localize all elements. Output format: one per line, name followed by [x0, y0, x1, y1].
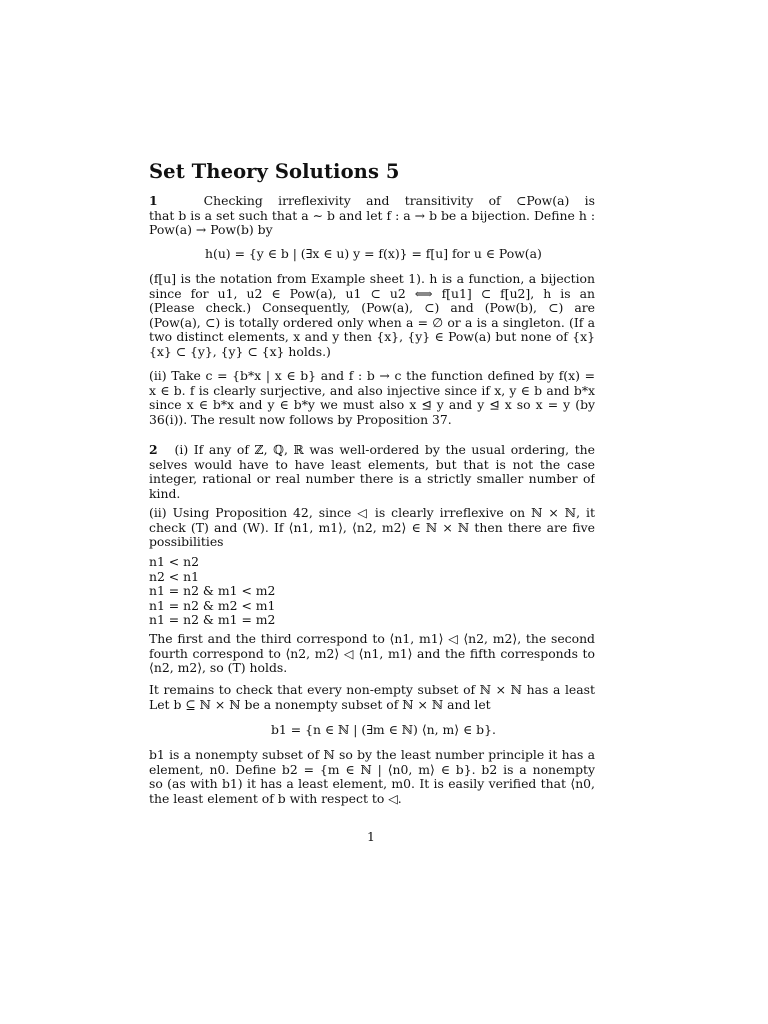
q2-case-4: n1 = n2 & m2 < m1	[149, 597, 276, 613]
q1-paragraph-3	[149, 369, 595, 427]
q1-p2-line-4: (Pow(a), ⊂) is totally ordered only when a = ∅ or a is a singleton. (If a	[149, 315, 595, 330]
q1-paragraph-1	[149, 194, 595, 238]
q2-p2-line-1: (ii) Using Proposition 42, since ◁ is clearly irreflexive on ℕ × ℕ, it	[149, 506, 595, 520]
q2-paragraph-3	[149, 632, 595, 676]
q2-case-3: n1 = n2 & m1 < m2	[149, 583, 276, 599]
q1-paragraph-2	[149, 272, 595, 360]
q1-p1-line-3: Pow(a) → Pow(b) by	[149, 222, 273, 238]
q2-p1-line-1: 2 (i) If any of ℤ, ℚ, ℝ was well-ordered by the usual ordering, the	[149, 443, 595, 457]
q1-display-equation-1: h(u) = {y ∈ b | (∃x ∈ u) y = f(x)} = f[u] for u ∈ Pow(a)	[205, 246, 542, 261]
q2-paragraph-4	[149, 683, 595, 712]
q2-p1-line-4: kind.	[149, 485, 181, 501]
q2-cases-list	[149, 555, 595, 628]
q2-case-5: n1 = n2 & m1 = m2	[149, 612, 276, 628]
q2-p1-line-2: selves would have to have least elements, but that is not the case	[149, 457, 595, 472]
q1-p1-line-1: 1 Checking irreflexivity and transitivity of ⊂Pow(a) is	[149, 194, 595, 208]
q1-p2-line-3: (Please check.) Consequently, (Pow(a), ⊂) and (Pow(b), ⊂) are	[149, 301, 595, 316]
page-number: 1	[367, 829, 375, 844]
q2-paragraph-1	[149, 443, 595, 501]
q1-p3-line-3: since x ∈ b*x and y ∈ b*y we must also x ⊴ y and y ⊴ x so x = y (by	[149, 398, 595, 413]
q2-p4-line-1: It remains to check that every non-empty subset of ℕ × ℕ has a least	[149, 683, 595, 697]
q2-paragraph-2	[149, 506, 595, 550]
q1-p2-line-6: {x} ⊂ {y}, {y} ⊂ {x} holds.)	[149, 343, 331, 359]
q1-p2-line-5: two distinct elements, x and y then {x}, {y} ∈ Pow(a) but none of {x}	[149, 330, 595, 345]
q1-p3-line-4: 36(i)). The result now follows by Proposition 37.	[149, 411, 452, 427]
q2-number: 2	[149, 443, 158, 457]
q1-p2-line-1: (f[u] is the notation from Example sheet 1). h is a function, a bijection	[149, 272, 595, 286]
q2-p2-line-3: possibilities	[149, 534, 224, 550]
q2-p3-line-3: ⟨n2, m2⟩, so (T) holds.	[149, 660, 288, 676]
q2-p1-line-3: integer, rational or real number there is a strictly smaller number of	[149, 472, 595, 487]
q2-p5-line-4: the least element of b with respect to ◁.	[149, 790, 402, 806]
q2-display-equation-1: b1 = {n ∈ ℕ | (∃m ∈ ℕ) ⟨n, m⟩ ∈ b}.	[271, 722, 496, 737]
q2-paragraph-5	[149, 748, 595, 806]
q1-p3-line-1: (ii) Take c = {b*x | x ∈ b} and f : b → c the function defined by f(x) =	[149, 369, 595, 383]
q2-p2-line-2: check (T) and (W). If ⟨n1, m1⟩, ⟨n2, m2⟩ ∈ ℕ × ℕ then there are five	[149, 520, 595, 535]
page-title: Set Theory Solutions 5	[149, 160, 400, 183]
q2-p3-line-2: fourth correspond to ⟨n2, m2⟩ ◁ ⟨n1, m1⟩ and the fifth corresponds to	[149, 646, 595, 661]
q2-p5-line-2: element, n0. Define b2 = {m ∈ ℕ | ⟨n0, m⟩ ∈ b}. b2 is a nonempty	[149, 762, 595, 777]
q1-p2-line-2: since for u1, u2 ∈ Pow(a), u1 ⊂ u2 ⟺ f[u1] ⊂ f[u2], h is an	[149, 286, 595, 301]
q2-p5-line-3: so (as with b1) it has a least element, m0. It is easily verified that ⟨n0,	[149, 777, 595, 792]
q2-case-1: n1 < n2	[149, 554, 199, 569]
q2-case-2: n2 < n1	[149, 568, 199, 584]
q2-p4-line-2: Let b ⊆ ℕ × ℕ be a nonempty subset of ℕ × ℕ and let	[149, 696, 491, 712]
q2-p3-line-1: The first and the third correspond to ⟨n1, m1⟩ ◁ ⟨n2, m2⟩, the second	[149, 632, 595, 646]
q1-p1-line-2: that b is a set such that a ∼ b and let f : a → b be a bijection. Define h :	[149, 208, 595, 223]
q2-p5-line-1: b1 is a nonempty subset of ℕ so by the least number principle it has a	[149, 748, 595, 762]
q1-number: 1	[149, 194, 158, 208]
q1-p3-line-2: x ∈ b. f is clearly surjective, and also injective since if x, y ∈ b and b*x	[149, 383, 595, 398]
